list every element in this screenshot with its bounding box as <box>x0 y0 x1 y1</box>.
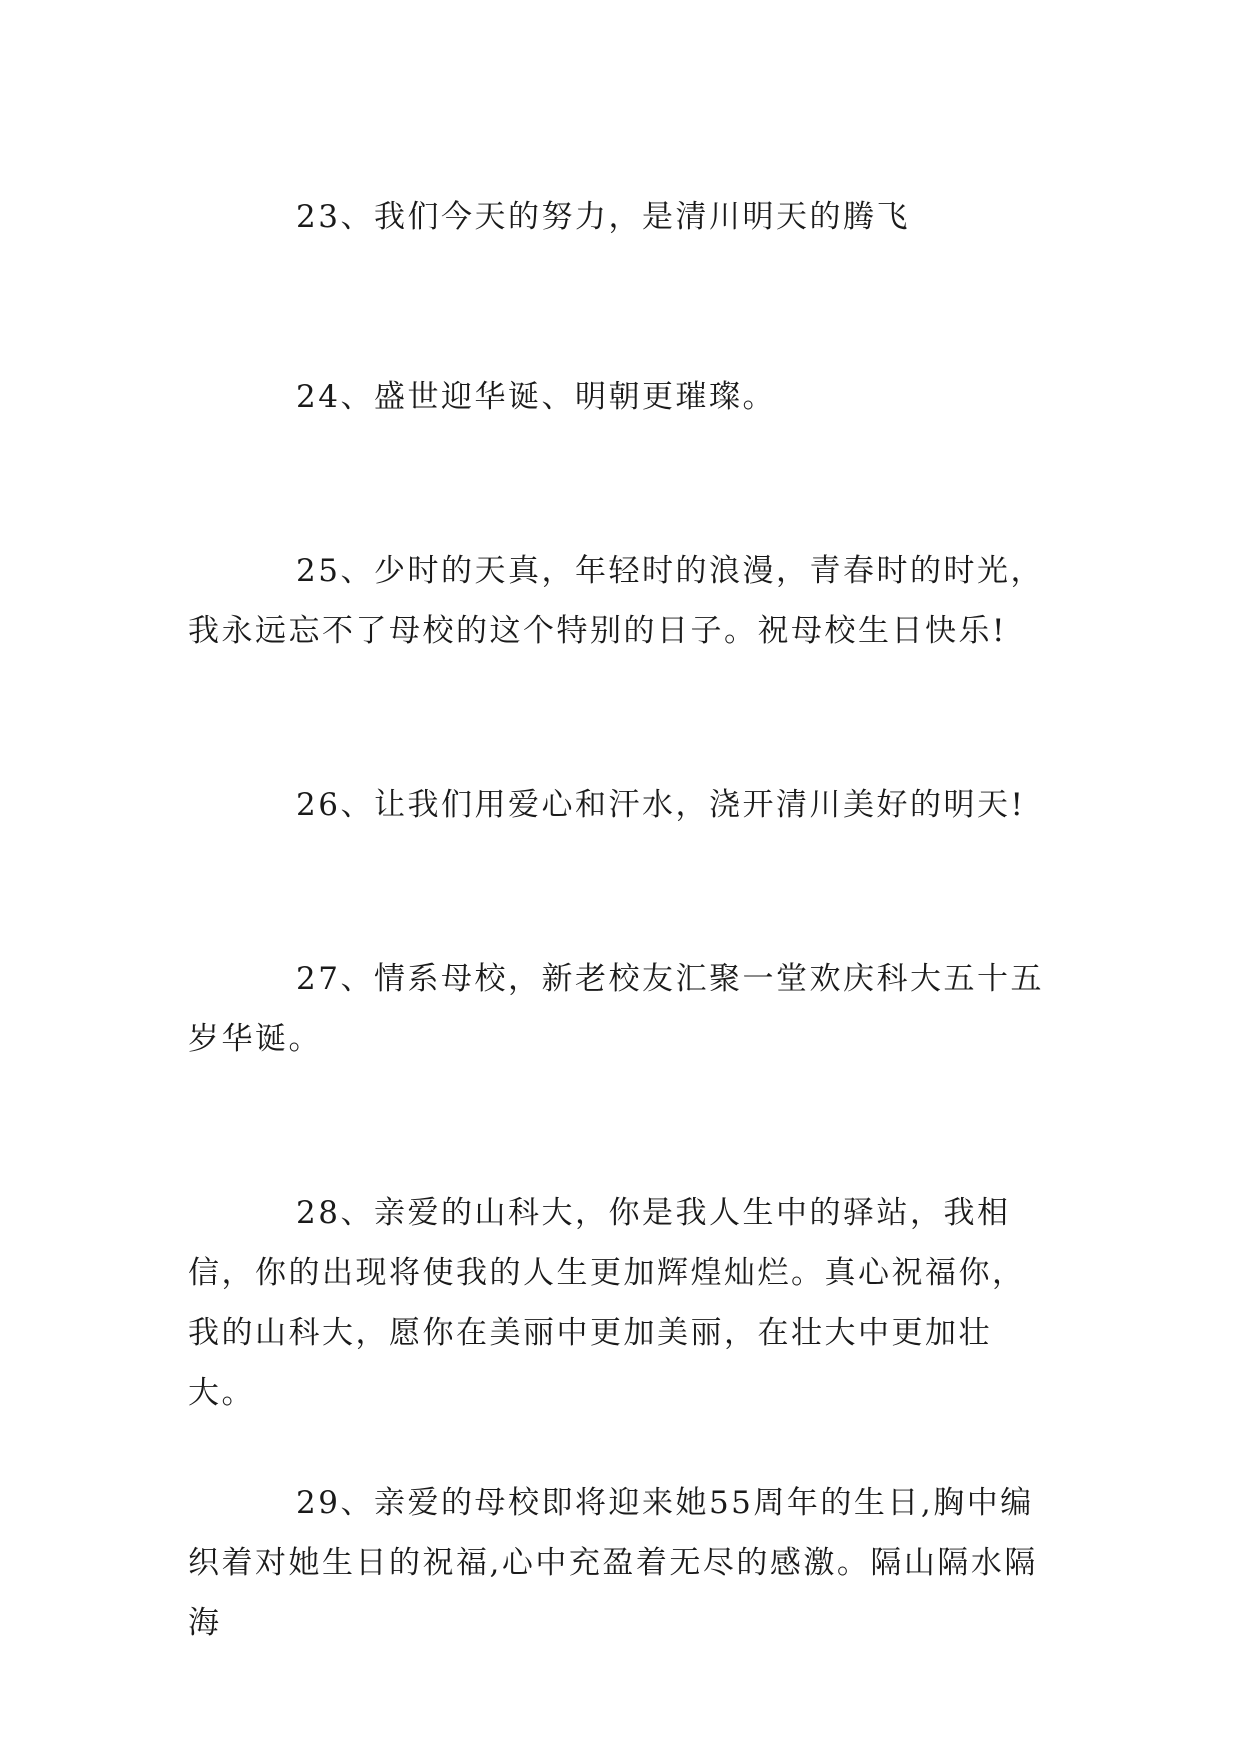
paragraph-27: 27、情系母校，新老校友汇聚一堂欢庆科大五十五岁华诞。 <box>188 961 1044 1057</box>
paragraph-28: 28、亲爱的山科大，你是我人生中的驿站，我相信，你的出现将使我的人生更加辉煌灿烂。真心祝福你，我的山科大，愿你在美丽中更加美丽，在壮大中更加壮大。 <box>188 1195 1026 1411</box>
paragraph-24: 24、盛世迎华诞、明朝更璀璨。 <box>296 379 776 415</box>
paragraph-29: 29、亲爱的母校即将迎来她55周年的生日,胸中编织着对她生日的祝福,心中充盈着无尽的感激。隔山隔水隔海 <box>188 1485 1038 1641</box>
paragraph-23: 23、我们今天的努力，是清川明天的腾飞 <box>296 199 910 235</box>
paragraph-25: 25、少时的天真，年轻时的浪漫，青春时的时光，我永远忘不了母校的这个特别的日子。祝母校生日快乐! <box>188 553 1044 649</box>
paragraph-26: 26、让我们用爱心和汗水，浇开清川美好的明天! <box>296 787 1026 823</box>
